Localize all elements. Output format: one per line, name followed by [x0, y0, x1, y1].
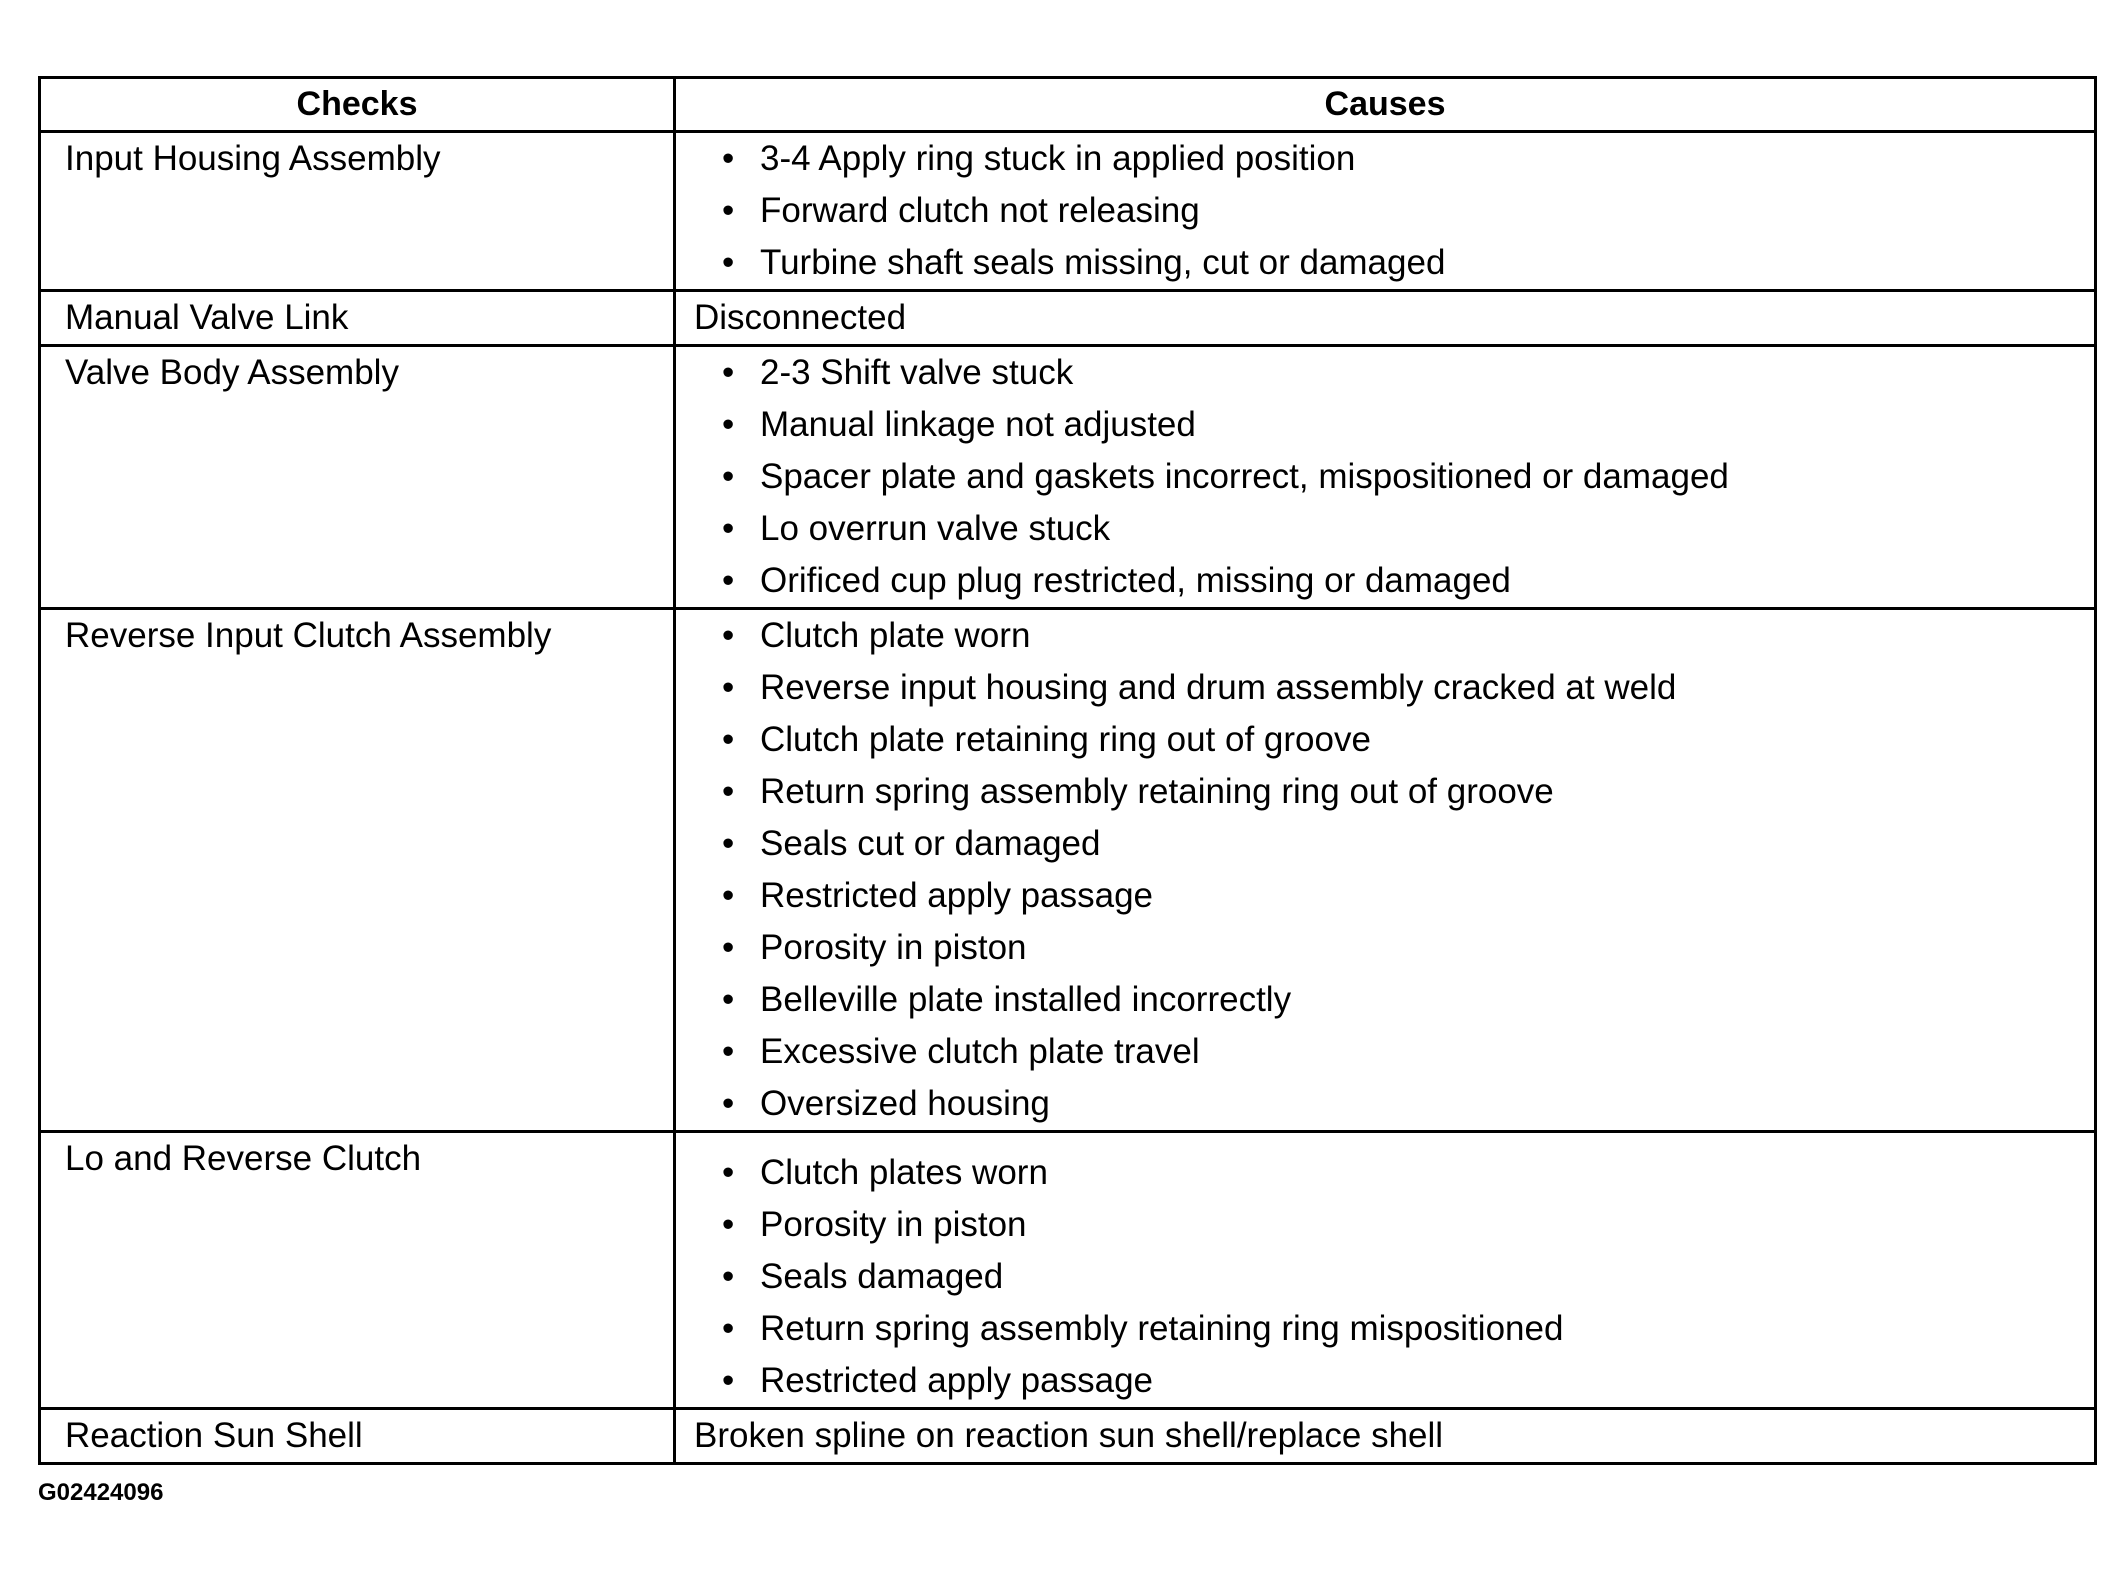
- bullet-icon: •: [722, 1084, 735, 1123]
- list-item: [722, 974, 2094, 1026]
- bullet-icon: •: [722, 191, 735, 230]
- list-item: [722, 133, 2094, 185]
- check-cell: Reverse Input Clutch Assembly: [40, 609, 675, 1132]
- causes-cell: Broken spline on reaction sun shell/replace shell: [675, 1409, 2096, 1464]
- bullet-icon: •: [722, 139, 735, 178]
- cause-text: Orificed cup plug restricted, missing or damaged: [760, 561, 1511, 600]
- bullet-icon: •: [722, 1153, 735, 1192]
- cause-text: Excessive clutch plate travel: [760, 1032, 1200, 1071]
- list-item: [722, 1355, 2094, 1407]
- bullet-icon: •: [722, 457, 735, 496]
- cause-list: [676, 347, 2094, 607]
- bullet-icon: •: [722, 616, 735, 655]
- list-item: [722, 818, 2094, 870]
- bullet-icon: •: [722, 824, 735, 863]
- cause-text: Restricted apply passage: [760, 1361, 1153, 1400]
- table-row: [40, 1132, 2096, 1409]
- cause-text: Lo overrun valve stuck: [760, 509, 1111, 548]
- list-item: [722, 503, 2094, 555]
- bullet-icon: •: [722, 720, 735, 759]
- cause-text: Manual linkage not adjusted: [760, 405, 1196, 444]
- check-cell: Input Housing Assembly: [40, 132, 675, 291]
- bullet-icon: •: [722, 1205, 735, 1244]
- list-item: [722, 1078, 2094, 1130]
- table-row: [40, 609, 2096, 1132]
- causes-cell: [675, 346, 2096, 609]
- list-item: [722, 451, 2094, 503]
- list-item: [722, 714, 2094, 766]
- bullet-icon: •: [722, 1309, 735, 1348]
- list-item: [722, 399, 2094, 451]
- diagnosis-table: [38, 76, 2097, 1465]
- list-item: [722, 237, 2094, 289]
- check-cell: Manual Valve Link: [40, 291, 675, 346]
- cause-text: Return spring assembly retaining ring mispositioned: [760, 1309, 1564, 1348]
- header-causes: Causes: [675, 78, 2096, 132]
- cause-text: Clutch plate retaining ring out of groove: [760, 720, 1371, 759]
- causes-cell: [675, 132, 2096, 291]
- cause-text: 3-4 Apply ring stuck in applied position: [760, 139, 1356, 178]
- cause-text: Turbine shaft seals missing, cut or damaged: [760, 243, 1446, 282]
- bullet-icon: •: [722, 876, 735, 915]
- bullet-icon: •: [722, 509, 735, 548]
- table-row: [40, 1409, 2096, 1464]
- header-checks: Checks: [40, 78, 675, 132]
- list-item: [722, 347, 2094, 399]
- bullet-icon: •: [722, 405, 735, 444]
- causes-cell: [675, 1132, 2096, 1409]
- bullet-icon: •: [722, 1032, 735, 1071]
- causes-cell: Disconnected: [675, 291, 2096, 346]
- bullet-icon: •: [722, 668, 735, 707]
- list-item: [722, 185, 2094, 237]
- cause-text: Clutch plate worn: [760, 616, 1031, 655]
- list-item: [722, 922, 2094, 974]
- cause-text: Return spring assembly retaining ring out of groove: [760, 772, 1554, 811]
- list-item: [722, 1147, 2094, 1199]
- list-item: [722, 1303, 2094, 1355]
- list-item: [722, 662, 2094, 714]
- cause-text: Oversized housing: [760, 1084, 1050, 1123]
- cause-list: [676, 1133, 2094, 1407]
- cause-text: Seals damaged: [760, 1257, 1004, 1296]
- bullet-icon: •: [722, 353, 735, 392]
- list-item: [722, 610, 2094, 662]
- list-item: [722, 1251, 2094, 1303]
- list-item: [722, 555, 2094, 607]
- cause-text: Porosity in piston: [760, 1205, 1027, 1244]
- cause-text: Reverse input housing and drum assembly cracked at weld: [760, 668, 1677, 707]
- figure-id: G02424096: [38, 1479, 164, 1506]
- cause-text: Seals cut or damaged: [760, 824, 1101, 863]
- list-item: [722, 766, 2094, 818]
- cause-text: Spacer plate and gaskets incorrect, mispositioned or damaged: [760, 457, 1729, 496]
- check-cell: Valve Body Assembly: [40, 346, 675, 609]
- table-header-row: [40, 78, 2096, 132]
- cause-text: Belleville plate installed incorrectly: [760, 980, 1292, 1019]
- cause-text: Restricted apply passage: [760, 876, 1153, 915]
- cause-list: [676, 133, 2094, 289]
- list-item: [722, 870, 2094, 922]
- check-cell: Reaction Sun Shell: [40, 1409, 675, 1464]
- cause-text: Forward clutch not releasing: [760, 191, 1200, 230]
- cause-list: [676, 610, 2094, 1130]
- bullet-icon: •: [722, 561, 735, 600]
- table-row: [40, 291, 2096, 346]
- cause-text: Porosity in piston: [760, 928, 1027, 967]
- bullet-icon: •: [722, 1361, 735, 1400]
- list-item: [722, 1026, 2094, 1078]
- table-row: [40, 132, 2096, 291]
- table-row: [40, 346, 2096, 609]
- bullet-icon: •: [722, 1257, 735, 1296]
- causes-cell: [675, 609, 2096, 1132]
- bullet-icon: •: [722, 980, 735, 1019]
- check-cell: Lo and Reverse Clutch: [40, 1132, 675, 1409]
- cause-text: Clutch plates worn: [760, 1153, 1048, 1192]
- cause-text: 2-3 Shift valve stuck: [760, 353, 1074, 392]
- bullet-icon: •: [722, 243, 735, 282]
- list-item: [722, 1199, 2094, 1251]
- bullet-icon: •: [722, 928, 735, 967]
- bullet-icon: •: [722, 772, 735, 811]
